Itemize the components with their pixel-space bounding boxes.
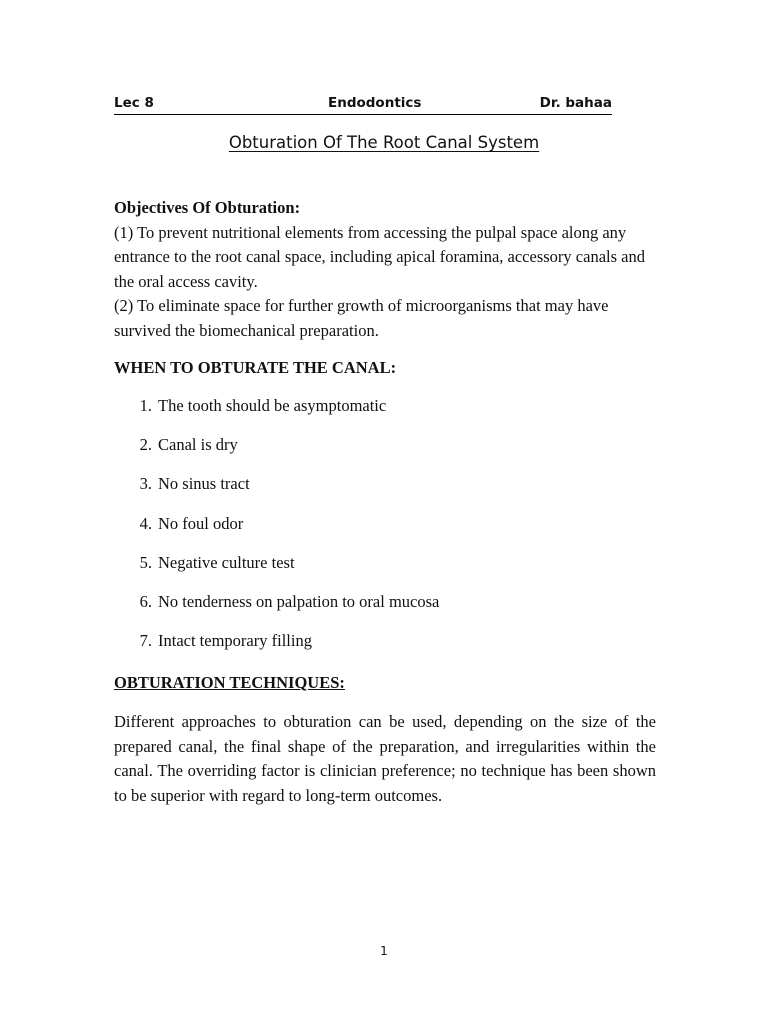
list-item-number: 4.	[139, 513, 152, 533]
techniques-heading: OBTURATION TECHNIQUES:	[114, 673, 345, 692]
list-item-text: Intact temporary filling	[158, 631, 312, 651]
techniques-paragraph: Different approaches to obturation can be used, depending on the size of the prepared canal, the final shape of the preparation, and irregularities within the canal. The overriding factor is clinician preference; no technique has been shown to be superior with regard to long-term outcomes.	[114, 712, 656, 805]
list-item	[114, 394, 439, 433]
document-title: Obturation Of The Root Canal System	[228, 133, 540, 152]
list-item-number: 5.	[139, 552, 152, 572]
objectives-paragraph-1: (1) To prevent nutritional elements from accessing the pulpal space along any entrance to the root canal space, including apical foramina, accessory canals and the oral access cavity.	[114, 222, 645, 291]
list-item-number: 2.	[139, 435, 152, 455]
header-subject: Endodontics	[328, 95, 422, 111]
list-item-text: No tenderness on palpation to oral mucosa	[158, 591, 440, 611]
header-author: Dr. bahaa	[539, 95, 612, 111]
list-item-number: 3.	[139, 474, 152, 494]
list-item-number: 6.	[139, 591, 152, 611]
list-item	[114, 433, 439, 472]
techniques-section	[114, 710, 656, 808]
obturation-criteria-list	[114, 394, 439, 668]
list-item-text: The tooth should be asymptomatic	[158, 396, 387, 415]
header-lecture: Lec 8	[114, 95, 154, 111]
list-item-text: Canal is dry	[158, 435, 238, 455]
page-header	[114, 94, 612, 115]
list-item	[114, 629, 439, 668]
list-item-text: No foul odor	[158, 513, 244, 533]
list-item-number: 7.	[139, 631, 152, 651]
list-item	[114, 472, 439, 511]
objectives-section	[114, 196, 656, 343]
list-item-number: 1.	[139, 396, 152, 415]
list-item-text: No sinus tract	[158, 474, 250, 494]
when-heading: WHEN TO OBTURATE THE CANAL:	[114, 358, 397, 377]
document-title-container	[0, 133, 768, 152]
list-item	[114, 551, 439, 590]
list-item	[114, 512, 439, 551]
objectives-heading: Objectives Of Obturation:	[114, 198, 301, 217]
objectives-paragraph-2: (2) To eliminate space for further growth of microorganisms that may have survived the biomechanical preparation.	[114, 296, 609, 340]
page-number: 1	[380, 944, 388, 958]
list-item	[114, 590, 439, 629]
list-item-text: Negative culture test	[158, 552, 295, 572]
